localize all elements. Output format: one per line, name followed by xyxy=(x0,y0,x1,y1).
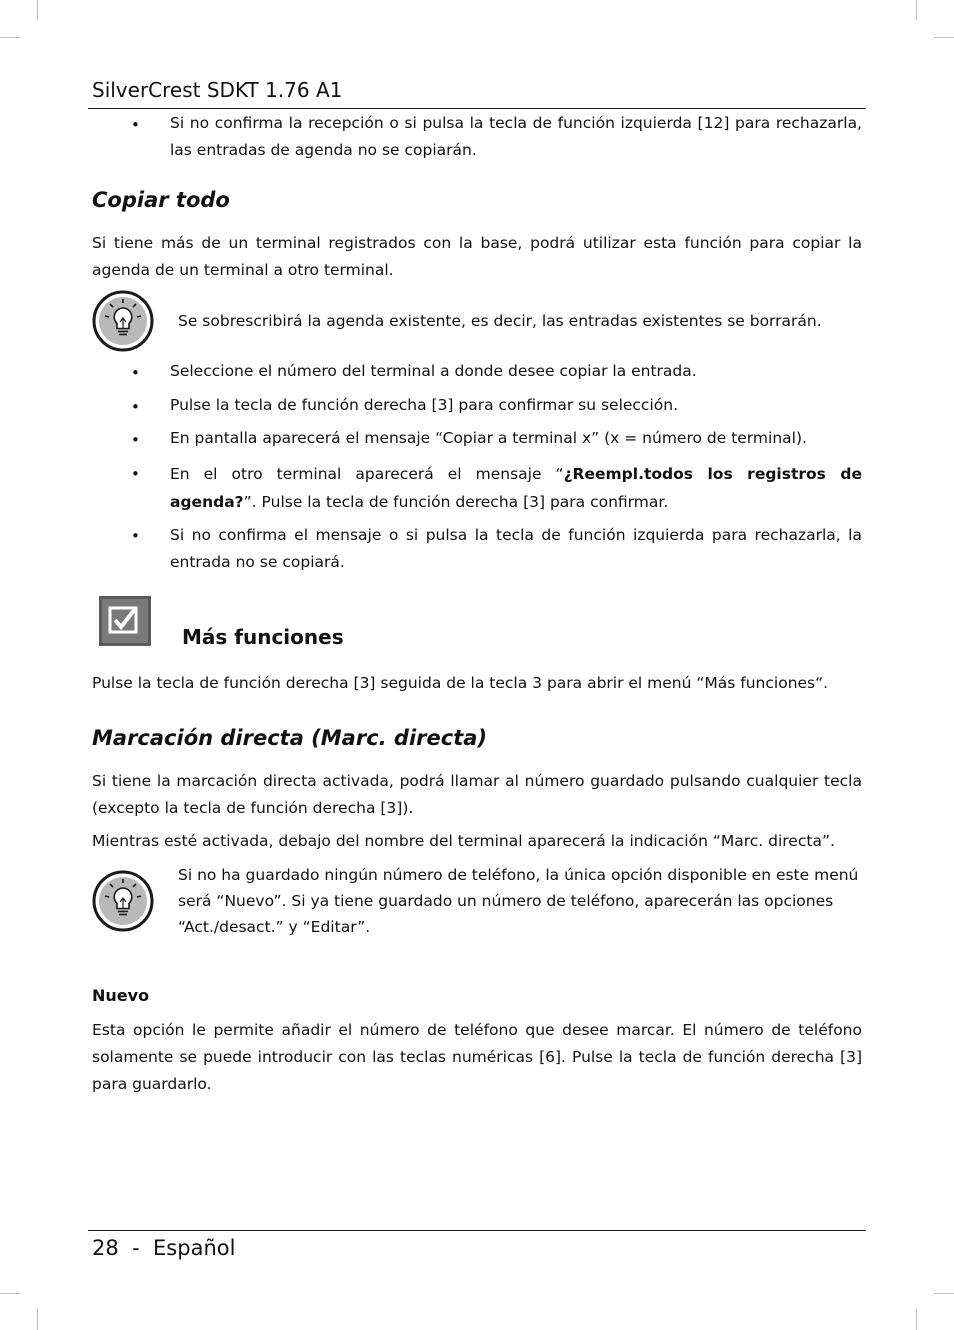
list-item: En pantalla aparecerá el mensaje “Copiar a terminal x” (x = número de terminal). xyxy=(170,429,807,447)
tip-line: Si no ha guardado ningún número de teléfono, la única opción disponible en este menú xyxy=(178,866,859,884)
bullet-dot: • xyxy=(131,465,140,483)
crop-mark xyxy=(934,1293,954,1294)
copiar-todo-tip: Se sobrescribirá la agenda existente, es decir, las entradas existentes se borrarán. xyxy=(178,312,822,330)
lightbulb-icon xyxy=(92,870,154,936)
marcacion-paragraph: Mientras esté activada, debajo del nombre del terminal aparecerá la indicación “Marc. directa”. xyxy=(92,832,835,850)
bullet-dot: • xyxy=(131,364,140,382)
list-item: Pulse la tecla de función derecha [3] para confirmar su selección. xyxy=(170,396,678,414)
bullet-dot: • xyxy=(131,398,140,416)
footer-rule xyxy=(88,1230,866,1231)
crop-mark xyxy=(0,1293,20,1294)
crop-mark xyxy=(916,0,917,20)
heading-copiar-todo: Copiar todo xyxy=(92,188,230,212)
heading-marcacion-directa: Marcación directa (Marc. directa) xyxy=(92,726,488,750)
mas-funciones-paragraph: Pulse la tecla de función derecha [3] seguida de la tecla 3 para abrir el menú “Más funciones“. xyxy=(92,674,829,692)
footer-language: Español xyxy=(153,1236,236,1260)
list-item xyxy=(170,460,862,516)
footer xyxy=(92,1236,235,1260)
crop-mark xyxy=(37,0,38,20)
header-title: SilverCrest SDKT 1.76 A1 xyxy=(92,78,343,102)
crop-mark xyxy=(37,1310,38,1330)
list-item: Seleccione el número del terminal a donde desee copiar la entrada. xyxy=(170,362,697,380)
footer-separator: - xyxy=(132,1236,140,1260)
bullet-text-bold: ¿Reempl.todos los registros de agenda? xyxy=(170,465,862,511)
bullet-dot: • xyxy=(131,527,140,545)
crop-mark xyxy=(916,1310,917,1330)
page-number: 28 xyxy=(92,1236,119,1260)
list-item: Si no confirma el mensaje o si pulsa la tecla de función izquierda para rechazarla, la entrada no se copiará. xyxy=(170,526,862,571)
crop-mark xyxy=(934,37,954,38)
bullet-dot: • xyxy=(131,431,140,449)
copiar-todo-paragraph: Si tiene más de un terminal registrados con la base, podrá utilizar esta función para copiar la agenda de un terminal a otro terminal. xyxy=(92,234,862,279)
marcacion-paragraph: Si tiene la marcación directa activada, podrá llamar al número guardado pulsando cualquier tecla (excepto la tecla de función derecha [3]). xyxy=(92,772,862,817)
checkbox-icon xyxy=(99,596,151,650)
bullet-text-pre: En el otro terminal aparecerá el mensaje “ xyxy=(170,465,564,483)
heading-mas-funciones: Más funciones xyxy=(182,625,344,649)
lightbulb-icon xyxy=(92,290,154,356)
intro-bullet: Si no confirma la recepción o si pulsa la tecla de función izquierda [12] para rechazarla, las entradas de agenda no se copiarán. xyxy=(170,114,862,159)
crop-mark xyxy=(0,37,20,38)
tip-line: “Act./desact.” y “Editar”. xyxy=(178,918,371,936)
heading-nuevo: Nuevo xyxy=(92,986,150,1005)
nuevo-paragraph: Esta opción le permite añadir el número de teléfono que desee marcar. El número de teléfono solamente se puede introducir con las teclas numéricas [6]. Pulse la tecla de función derecha [3] para guardarlo. xyxy=(92,1021,862,1093)
header-rule xyxy=(88,108,866,109)
bullet-dot: • xyxy=(131,116,140,134)
bullet-text-post: ”. Pulse la tecla de función derecha [3] para confirmar. xyxy=(243,493,669,511)
marcacion-tip xyxy=(178,862,868,940)
tip-line: será “Nuevo”. Si ya tiene guardado un número de teléfono, aparecerán las opciones xyxy=(178,892,834,910)
